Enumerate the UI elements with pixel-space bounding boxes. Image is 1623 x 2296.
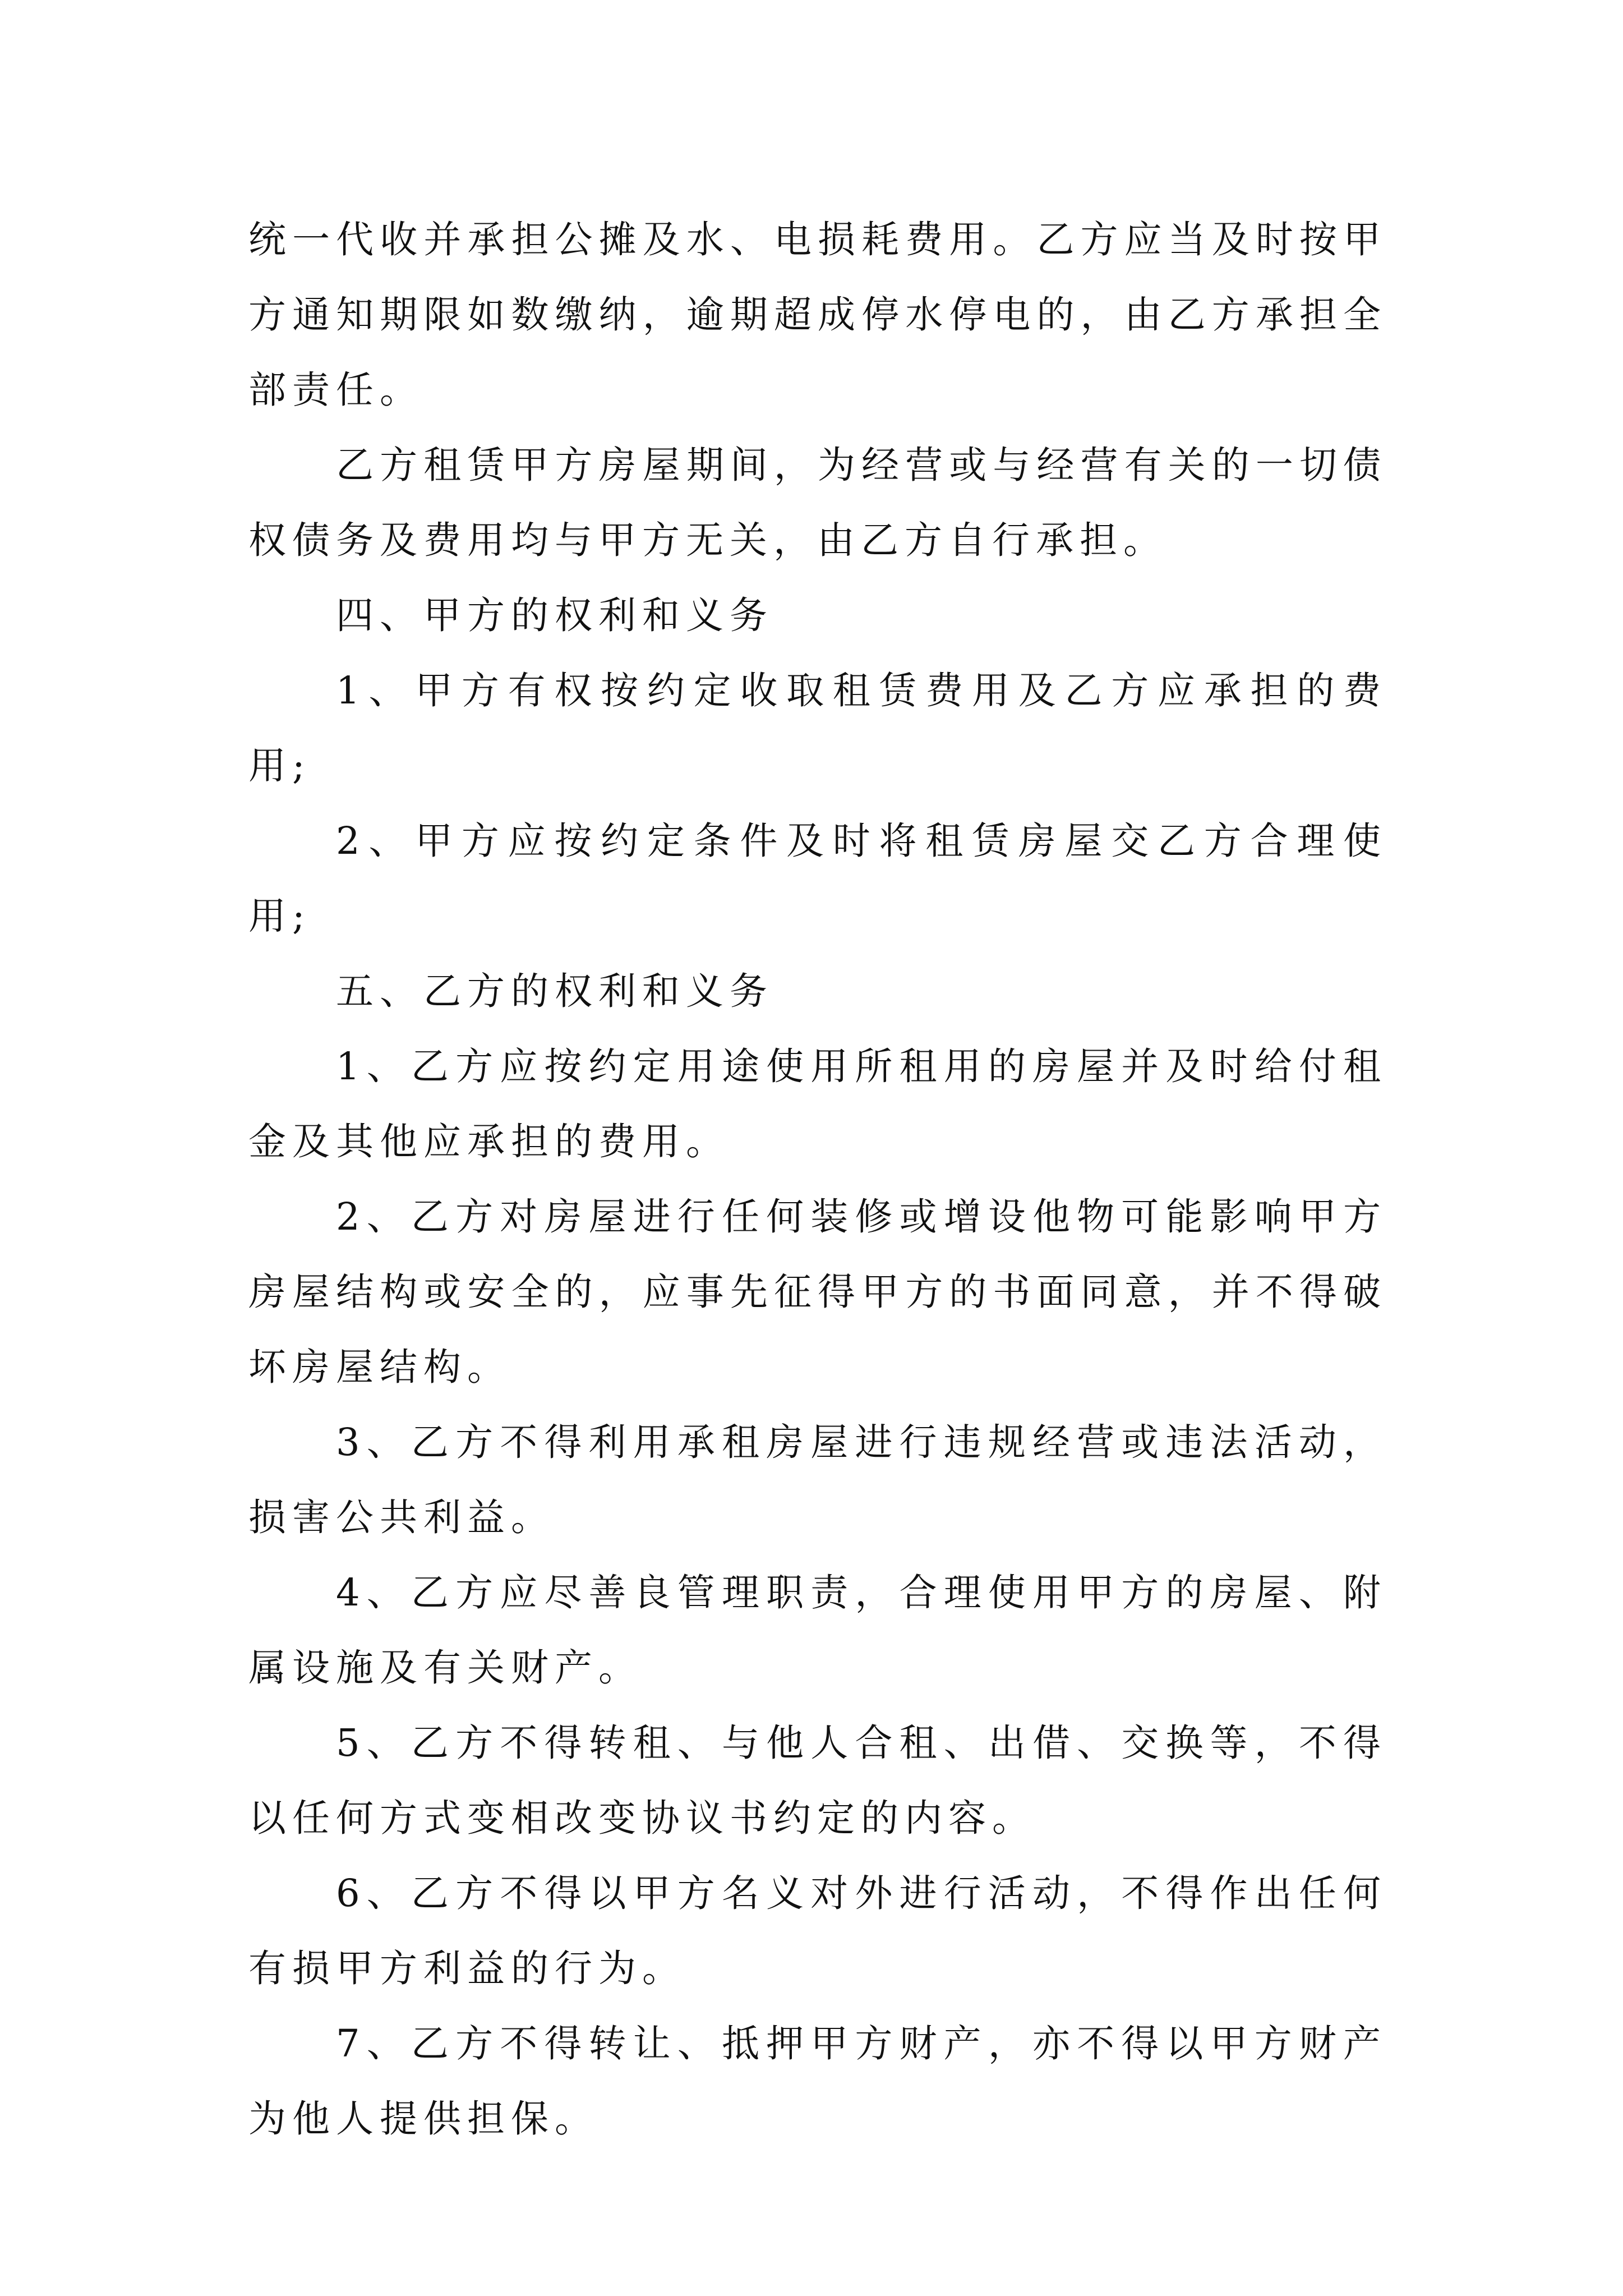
list-item-party-b-6: 6、乙方不得以甲方名义对外进行活动，不得作出任何有损甲方利益的行为。 — [248, 1871, 1387, 1990]
list-item-party-a-2: 2、甲方应按约定条件及时将租赁房屋交乙方合理使用; — [248, 819, 1387, 938]
list-item-party-a-1: 1、甲方有权按约定收取租赁费用及乙方应承担的费用; — [248, 669, 1387, 788]
list-item-party-b-1: 1、乙方应按约定用途使用所租用的房屋并及时给付租金及其他应承担的费用。 — [248, 1045, 1387, 1163]
list-item-party-b-7: 7、乙方不得转让、抵押甲方财产，亦不得以甲方财产为他人提供担保。 — [248, 2022, 1387, 2141]
section-heading-party-a: 四、甲方的权利和义务 — [336, 593, 773, 637]
paragraph-continuation: 统一代收并承担公摊及水、电损耗费用。乙方应当及时按甲方通知期限如数缴纳，逾期超成停水停电的，由乙方承担全部责任。 — [248, 218, 1387, 412]
paragraph-debts: 乙方租赁甲方房屋期间，为经营或与经营有关的一切债权债务及费用均与甲方无关，由乙方自行承担。 — [248, 443, 1387, 562]
list-item-party-b-4: 4、乙方应尽善良管理职责，合理使用甲方的房屋、附属设施及有关财产。 — [248, 1571, 1387, 1690]
list-item-party-b-3: 3、乙方不得利用承租房屋进行违规经营或违法活动，损害公共利益。 — [248, 1420, 1387, 1539]
list-item-party-b-5: 5、乙方不得转租、与他人合租、出借、交换等，不得以任何方式变相改变协议书约定的内容。 — [248, 1721, 1387, 1840]
document-body — [248, 202, 1387, 2156]
section-heading-party-b: 五、乙方的权利和义务 — [336, 969, 773, 1013]
list-item-party-b-2: 2、乙方对房屋进行任何装修或增设他物可能影响甲方房屋结构或安全的，应事先征得甲方的书面同意，并不得破坏房屋结构。 — [248, 1195, 1387, 1389]
